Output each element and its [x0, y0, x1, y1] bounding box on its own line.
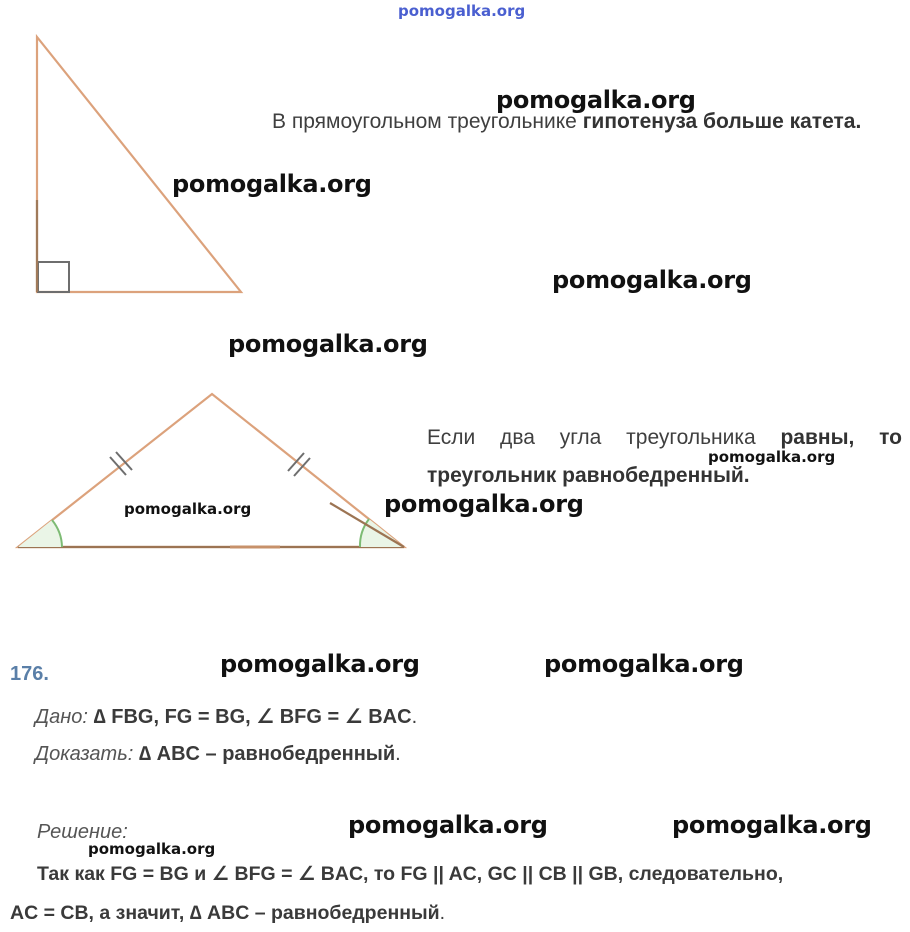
given-label: Дано:: [35, 706, 88, 728]
watermark: pomogalka.org: [124, 500, 252, 518]
rule1-bold: гипотенуза больше катета.: [582, 110, 862, 133]
task-number-dot: .: [43, 663, 49, 685]
watermark: pomogalka.org: [496, 86, 696, 114]
solution-end: .: [439, 902, 446, 924]
isosceles-triangle: [18, 394, 404, 547]
given-end: .: [411, 706, 418, 728]
watermark: pomogalka.org: [228, 330, 428, 358]
watermark-top: pomogalka.org: [398, 2, 526, 20]
task-number-value: 176: [10, 663, 44, 685]
prove-end: .: [395, 743, 401, 765]
right-angle-mark: [38, 262, 69, 292]
watermark: pomogalka.org: [220, 650, 420, 678]
rule2-plain: Если два угла треугольника: [427, 426, 781, 449]
prove-text: ∆ ABC – равнобедренный: [138, 743, 396, 765]
watermark: pomogalka.org: [384, 490, 584, 518]
rule1-plain: В прямоугольном треугольнике: [272, 110, 583, 133]
watermark: pomogalka.org: [348, 811, 548, 839]
solution-text-1: Так как FG = BG и ∠ BFG = ∠ BAC, то FG || AC, GC || CB || GB, следовательно,: [37, 863, 784, 885]
watermark: pomogalka.org: [672, 811, 872, 839]
prove-line: [35, 743, 401, 766]
given-line: [35, 704, 417, 729]
rule2-bold: равны, то треугольник равнобедренный.: [427, 426, 902, 487]
isosceles-triangle-figure: [0, 380, 420, 560]
right-triangle: [37, 37, 241, 292]
given-text: ∆ FBG, FG = BG, ∠ BFG = ∠ BAC: [93, 706, 412, 728]
solution-text-2: AC = CB, а значит, ∆ ABC – равнобедренный: [10, 902, 440, 924]
solution-line-2: [10, 902, 445, 925]
right-triangle-figure: [0, 0, 260, 310]
watermark: pomogalka.org: [544, 650, 744, 678]
solution-line-1: [37, 862, 783, 886]
task-number: [10, 663, 49, 686]
watermark: pomogalka.org: [708, 448, 836, 466]
solution-label: Решение:: [37, 821, 128, 843]
prove-label: Доказать:: [35, 743, 134, 765]
watermark: pomogalka.org: [172, 170, 372, 198]
watermark: pomogalka.org: [88, 840, 216, 858]
watermark: pomogalka.org: [552, 266, 752, 294]
